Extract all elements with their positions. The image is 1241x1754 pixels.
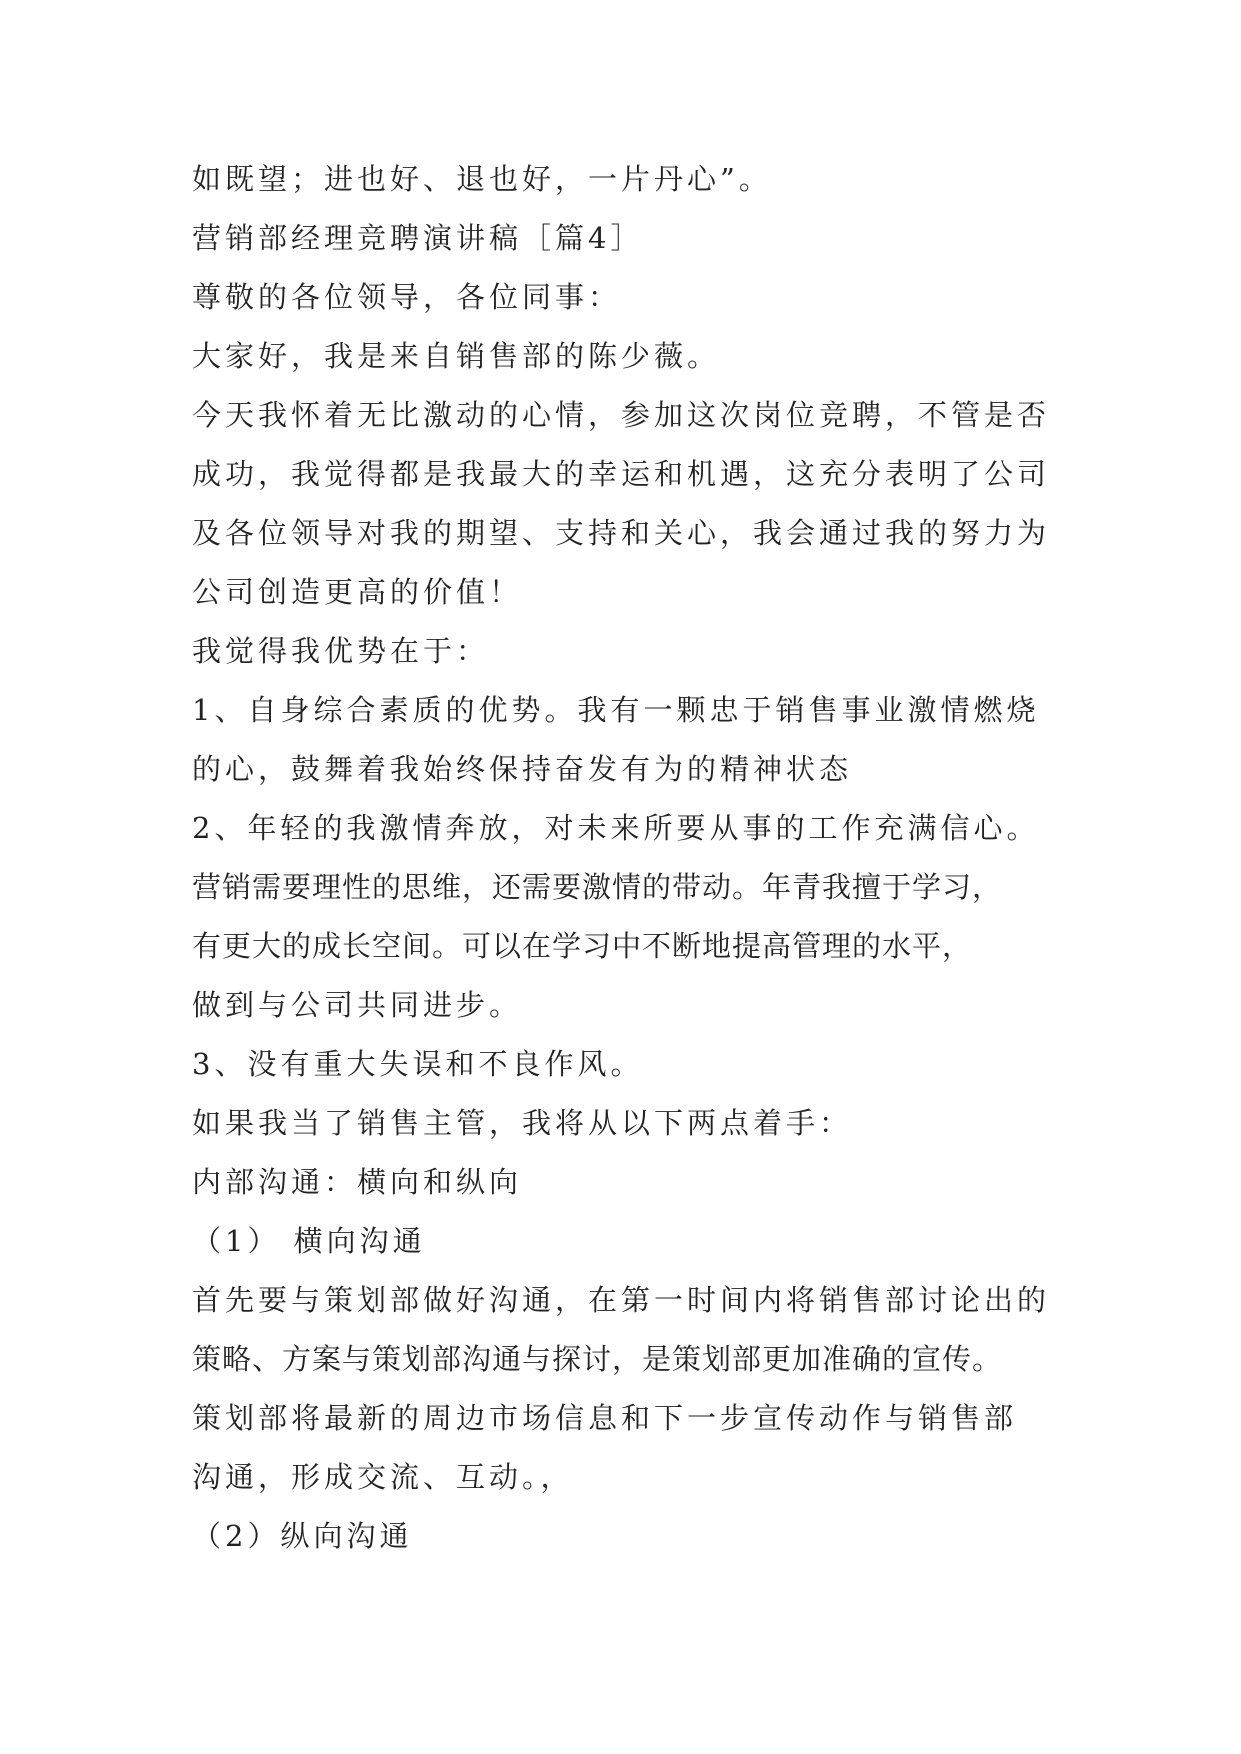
text-line: 沟通，形成交流、互动。， [192,1460,574,1494]
text-line: 尊敬的各位领导，各位同事： [192,280,622,314]
subheading-horizontal: （1） 横向沟通 [192,1224,426,1258]
text-line: 内部沟通：横向和纵向 [192,1165,523,1199]
text-line: 2、年轻的我激情奔放，对未来所要从事的工作充满信心。 [192,811,1040,845]
text-line: 今天我怀着无比激动的心情，参加这次岗位竞聘，不管是否 [192,398,1051,432]
document-body [192,150,1072,1566]
subheading-vertical: （2）纵向沟通 [192,1519,413,1553]
text-line: 策划部将最新的周边市场信息和下一步宣传动作与销售部 [192,1401,1018,1435]
text-line: 如果我当了销售主管，我将从以下两点着手： [192,1106,853,1140]
text-line: 3、没有重大失误和不良作风。 [192,1047,644,1081]
text-line: 大家好，我是来自销售部的陈少薇。 [192,339,721,373]
text-line: 的心，鼓舞着我始终保持奋发有为的精神状态 [192,752,853,786]
text-line: 有更大的成长空间。可以在学习中不断地提高管理的水平， [192,929,973,963]
text-line: 我觉得我优势在于： [192,634,490,668]
text-line: 策略、方案与策划部沟通与探讨，是策划部更加准确的宣传。 [192,1342,1003,1376]
text-line: 营销需要理性的思维，还需要激情的带动。年青我擅于学习， [192,870,1003,904]
text-line: 首先要与策划部做好沟通，在第一时间内将销售部讨论出的 [192,1283,1051,1317]
text-line: 1、自身综合素质的优势。我有一颗忠于销售事业激情燃烧 [192,693,1040,727]
section-heading: 营销部经理竞聘演讲稿［篇4］ [192,221,644,255]
text-line: 如既望；进也好、退也好，一片丹心”。 [192,162,772,196]
text-line: 做到与公司共同进步。 [192,988,523,1022]
text-line: 及各位领导对我的期望、支持和关心，我会通过我的努力为 [192,516,1051,550]
text-line: 成功，我觉得都是我最大的幸运和机遇，这充分表明了公司 [192,457,1051,491]
text-line: 公司创造更高的价值！ [192,575,523,609]
